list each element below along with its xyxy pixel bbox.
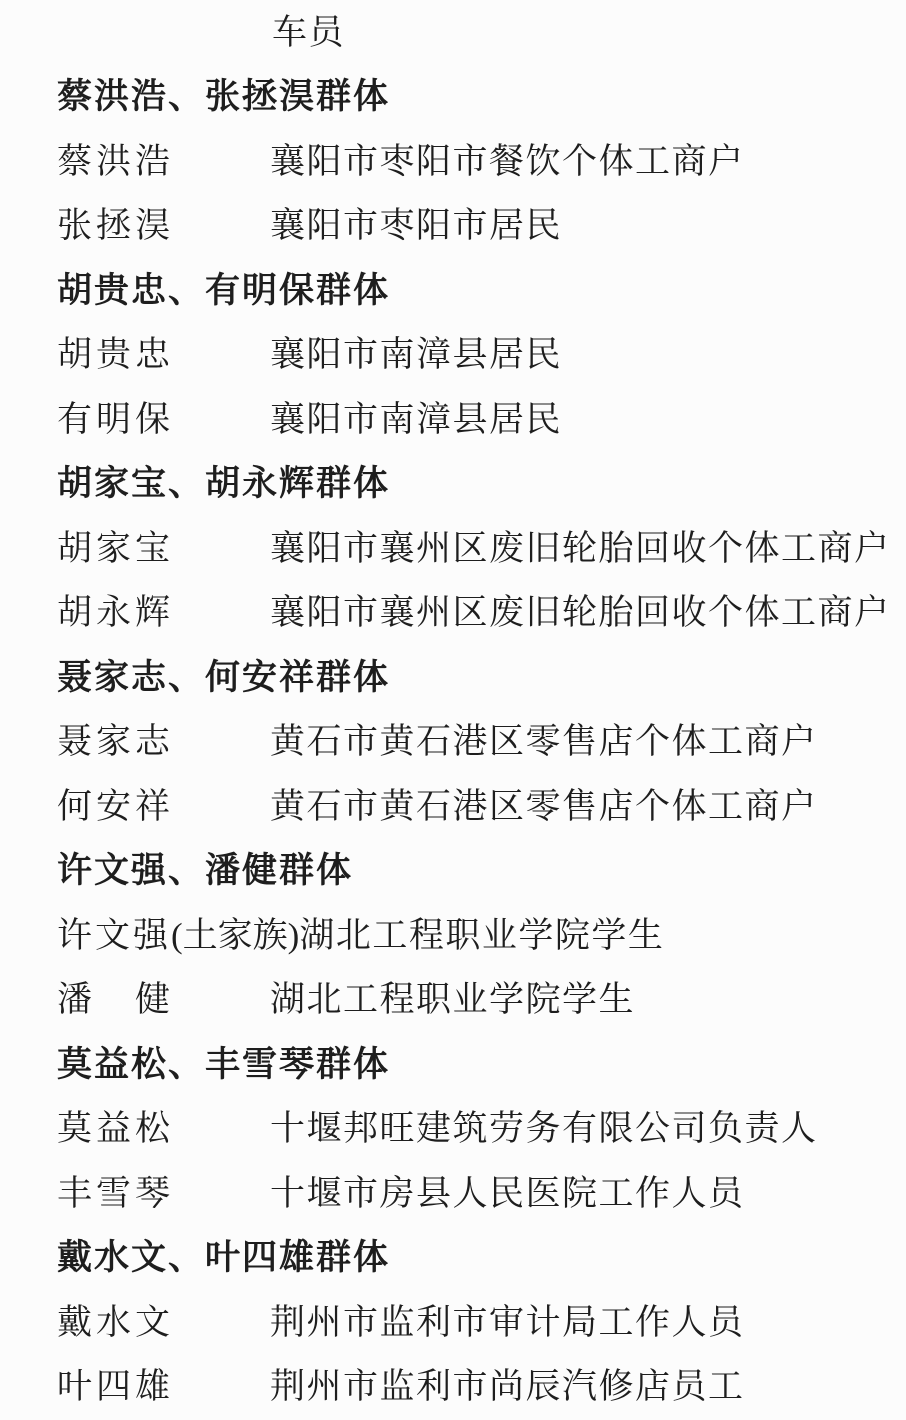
- group-heading-text: 许文强、潘健群体: [57, 851, 354, 891]
- member-row: [0, 774, 906, 839]
- member-affiliation: 十堰邦旺建筑劳务有限公司负责人: [270, 1109, 818, 1149]
- group-heading: [0, 1226, 906, 1291]
- continuation-line: [0, 0, 906, 65]
- member-affiliation: 湖北工程职业学院学生: [270, 980, 636, 1020]
- member-affiliation: 襄阳市南漳县居民: [270, 335, 563, 375]
- group-list: [0, 65, 906, 1420]
- member-name: 戴水文: [57, 1302, 175, 1342]
- member-affiliation: 黄石市黄石港区零售店个体工商户: [270, 722, 818, 762]
- member-row: [0, 1355, 906, 1420]
- member-affiliation: 襄阳市枣阳市餐饮个体工商户: [270, 141, 745, 181]
- member-name: 胡家宝: [57, 528, 175, 568]
- group-heading: [0, 839, 906, 904]
- member-affiliation: 黄石市黄石港区零售店个体工商户: [270, 786, 818, 826]
- member-name: 许文强: [57, 915, 172, 955]
- group-heading: [0, 452, 906, 517]
- group-heading-text: 莫益松、丰雪琴群体: [57, 1044, 391, 1084]
- member-row: [0, 1097, 906, 1162]
- member-row: [0, 1161, 906, 1226]
- member-name: 胡贵忠: [57, 335, 175, 375]
- group-heading: [0, 65, 906, 130]
- group-heading-text: 胡贵忠、有明保群体: [57, 270, 391, 310]
- member-name: 有明保: [57, 399, 175, 439]
- member-row: [0, 323, 906, 388]
- member-row: [0, 516, 906, 581]
- member-name: 潘 健: [57, 980, 175, 1020]
- member-row: [0, 387, 906, 452]
- member-affiliation: 十堰市房县人民医院工作人员: [270, 1173, 745, 1213]
- group-heading: [0, 258, 906, 323]
- member-name: 张拯淏: [57, 206, 175, 246]
- member-row: [0, 194, 906, 259]
- member-row: [0, 581, 906, 646]
- member-affiliation: 襄阳市枣阳市居民: [270, 206, 563, 246]
- group-heading: [0, 1032, 906, 1097]
- member-name: 莫益松: [57, 1109, 175, 1149]
- continuation-text: 车员: [272, 12, 346, 52]
- member-name: 聂家志: [57, 722, 175, 762]
- member-name: 何安祥: [57, 786, 175, 826]
- member-row: [0, 710, 906, 775]
- group-heading-text: 蔡洪浩、张拯淏群体: [57, 77, 391, 117]
- member-affiliation: 襄阳市襄州区废旧轮胎回收个体工商户: [270, 593, 891, 633]
- member-ethnicity-note: (土家族): [171, 915, 300, 955]
- group-heading-text: 聂家志、何安祥群体: [57, 657, 391, 697]
- group-heading: [0, 645, 906, 710]
- member-name: 胡永辉: [57, 593, 175, 633]
- group-heading-text: 戴水文、叶四雄群体: [57, 1238, 391, 1278]
- member-affiliation: 襄阳市南漳县居民: [270, 399, 563, 439]
- member-row: [0, 129, 906, 194]
- member-affiliation: 荆州市监利市尚辰汽修店员工: [270, 1367, 745, 1407]
- member-row: [0, 1290, 906, 1355]
- member-affiliation: 襄阳市襄州区废旧轮胎回收个体工商户: [270, 528, 891, 568]
- member-row: [0, 968, 906, 1033]
- member-name: 蔡洪浩: [57, 141, 175, 181]
- member-name: 丰雪琴: [57, 1173, 175, 1213]
- member-affiliation: 荆州市监利市审计局工作人员: [270, 1302, 745, 1342]
- member-affiliation: 湖北工程职业学院学生: [299, 915, 665, 955]
- member-row: [0, 903, 906, 968]
- group-heading-text: 胡家宝、胡永辉群体: [57, 464, 391, 504]
- member-name: 叶四雄: [57, 1367, 175, 1407]
